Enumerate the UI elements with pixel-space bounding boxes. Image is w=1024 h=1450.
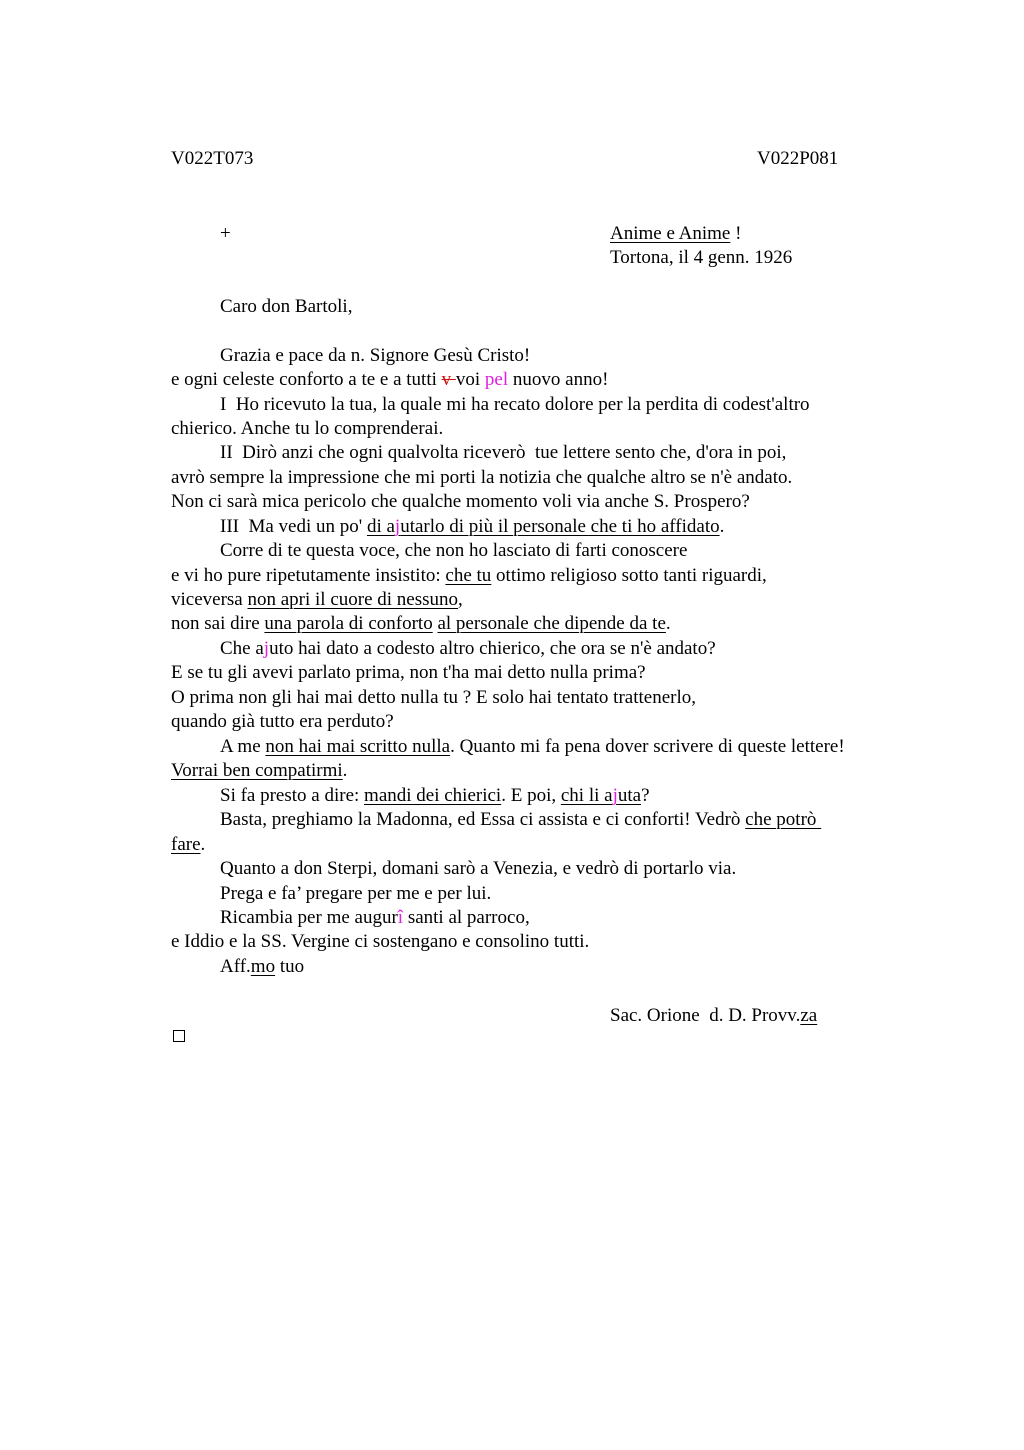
- text-segment: .: [719, 516, 725, 537]
- inserted-word: pel: [484, 369, 509, 390]
- underlined-phrase: mo: [250, 956, 276, 977]
- body-line-9: Corre di te questa voce, che non ho lasciato di farti conoscere: [220, 540, 688, 561]
- text-segment: viceversa: [171, 589, 248, 610]
- body-line-17: [220, 735, 845, 759]
- archive-code-right: V022P081: [757, 148, 839, 169]
- body-line-25: e Iddio e la SS. Vergine ci sostengano e consolino tutti.: [171, 931, 590, 952]
- text-segment: santi al parroco,: [403, 907, 530, 928]
- body-line-11: [171, 588, 463, 612]
- body-line-13: [220, 637, 716, 661]
- body-line-12: [171, 612, 671, 636]
- closing: [220, 955, 304, 979]
- body-line-7: Non ci sarà mica pericolo che qualche momento voli via anche S. Prospero?: [171, 491, 750, 512]
- text-segment: ,: [458, 589, 463, 610]
- body-line-4: chierico. Anche tu lo comprenderai.: [171, 418, 444, 439]
- archive-code-left: V022T073: [171, 148, 254, 169]
- underlined-phrase: za: [800, 1005, 818, 1026]
- underlined-phrase: Vorrai ben compatirmi: [171, 760, 343, 781]
- text-segment: Ricambia per me augur: [220, 907, 398, 928]
- underlined-phrase: non hai mai scritto nulla: [265, 736, 451, 757]
- end-marker-box: [173, 1030, 185, 1042]
- text-segment: .: [665, 613, 671, 634]
- text-segment: Sac. Orione d. D. Provv.: [610, 1005, 801, 1026]
- body-line-23: Prega e fa’ pregare per me e per lui.: [220, 883, 492, 904]
- text-segment: tuo: [275, 956, 305, 977]
- text-segment: . E poi,: [501, 785, 561, 806]
- text-segment: . Quanto mi fa pena dover scrivere di queste lettere!: [450, 736, 845, 757]
- body-line-18: [171, 759, 347, 783]
- body-line-24: [220, 906, 530, 930]
- underlined-phrase: che tu: [445, 565, 492, 586]
- body-line-8: [220, 515, 724, 539]
- text-segment: ottimo religioso sotto tanti riguardi,: [491, 565, 767, 586]
- body-line-19: [220, 784, 650, 808]
- text-segment: Basta, preghiamo la Madonna, ed Essa ci assista e ci conforti! Vedrò: [220, 809, 746, 830]
- underlined-phrase: al personale che dipende da te: [437, 613, 666, 634]
- underlined-phrase: non apri il cuore di nessuno: [247, 589, 459, 610]
- body-line-15: O prima non gli hai mai detto nulla tu ? E solo hai tentato trattenerlo,: [171, 687, 697, 708]
- body-line-16: quando già tutto era perduto?: [171, 711, 394, 732]
- inserted-letter: j: [263, 638, 270, 659]
- text-segment: Che a: [220, 638, 264, 659]
- body-line-3: I Ho ricevuto la tua, la quale mi ha recato dolore per la perdita di codest'altro: [220, 394, 810, 415]
- underlined-phrase: una parola di conforto: [264, 613, 433, 634]
- body-line-14: E se tu gli avevi parlato prima, non t'ha mai detto nulla prima?: [171, 662, 646, 683]
- text-segment: Aff.: [220, 956, 251, 977]
- text-segment: chi li a: [560, 785, 613, 806]
- body-line-5: II Dirò anzi che ogni qualvolta riceverò tue lettere sento che, d'ora in poi,: [220, 442, 787, 463]
- motto-line: [610, 222, 741, 246]
- salutation: Caro don Bartoli,: [220, 296, 353, 317]
- inserted-letter: j: [612, 785, 618, 806]
- text-segment: e ogni celeste conforto a te e a tutti: [171, 369, 442, 390]
- text-segment: nuovo anno!: [508, 369, 609, 390]
- text-segment: ?: [641, 785, 650, 806]
- underlined-phrase: [561, 785, 641, 806]
- text-segment: .: [342, 760, 348, 781]
- text-segment: uto hai dato a codesto altro chierico, che ora se n'è andato?: [269, 638, 716, 659]
- underlined-phrase: fare: [171, 834, 201, 855]
- text-segment: e vi ho pure ripetutamente insistito:: [171, 565, 446, 586]
- body-line-21: [171, 833, 205, 857]
- text-segment: non sai dire: [171, 613, 265, 634]
- text-segment: utarlo di più il personale che ti ho affidato: [400, 516, 720, 537]
- body-line-10: [171, 564, 767, 588]
- body-line-6: avrò sempre la impressione che mi porti la notizia che qualche altro se n'è andato.: [171, 467, 793, 488]
- text-segment: Si fa presto a dire:: [220, 785, 365, 806]
- underlined-phrase: mandi dei chierici: [364, 785, 502, 806]
- signature: [610, 1004, 817, 1028]
- body-line-1: Grazia e pace da n. Signore Gesù Cristo!: [220, 345, 531, 366]
- cross-mark: +: [220, 223, 231, 244]
- text-segment: di a: [366, 516, 395, 537]
- motto: Anime e Anime: [610, 223, 731, 244]
- inserted-letter: î: [397, 907, 404, 928]
- place-date: Tortona, il 4 genn. 1926: [610, 247, 793, 268]
- text-segment: uta: [617, 785, 642, 806]
- text-segment: voi: [455, 369, 485, 390]
- body-line-2: [171, 368, 608, 392]
- text-segment: III Ma vedi un po': [220, 516, 367, 537]
- text-segment: A me: [220, 736, 266, 757]
- underlined-phrase: [367, 516, 720, 537]
- body-line-20: [220, 808, 821, 832]
- motto-punct: !: [730, 223, 742, 244]
- inserted-letter: j: [394, 516, 401, 537]
- underlined-phrase: che potrò: [745, 809, 822, 830]
- deleted-letter: v: [441, 369, 456, 390]
- text-segment: .: [200, 834, 206, 855]
- body-line-22: Quanto a don Sterpi, domani sarò a Venezia, e vedrò di portarlo via.: [220, 858, 737, 879]
